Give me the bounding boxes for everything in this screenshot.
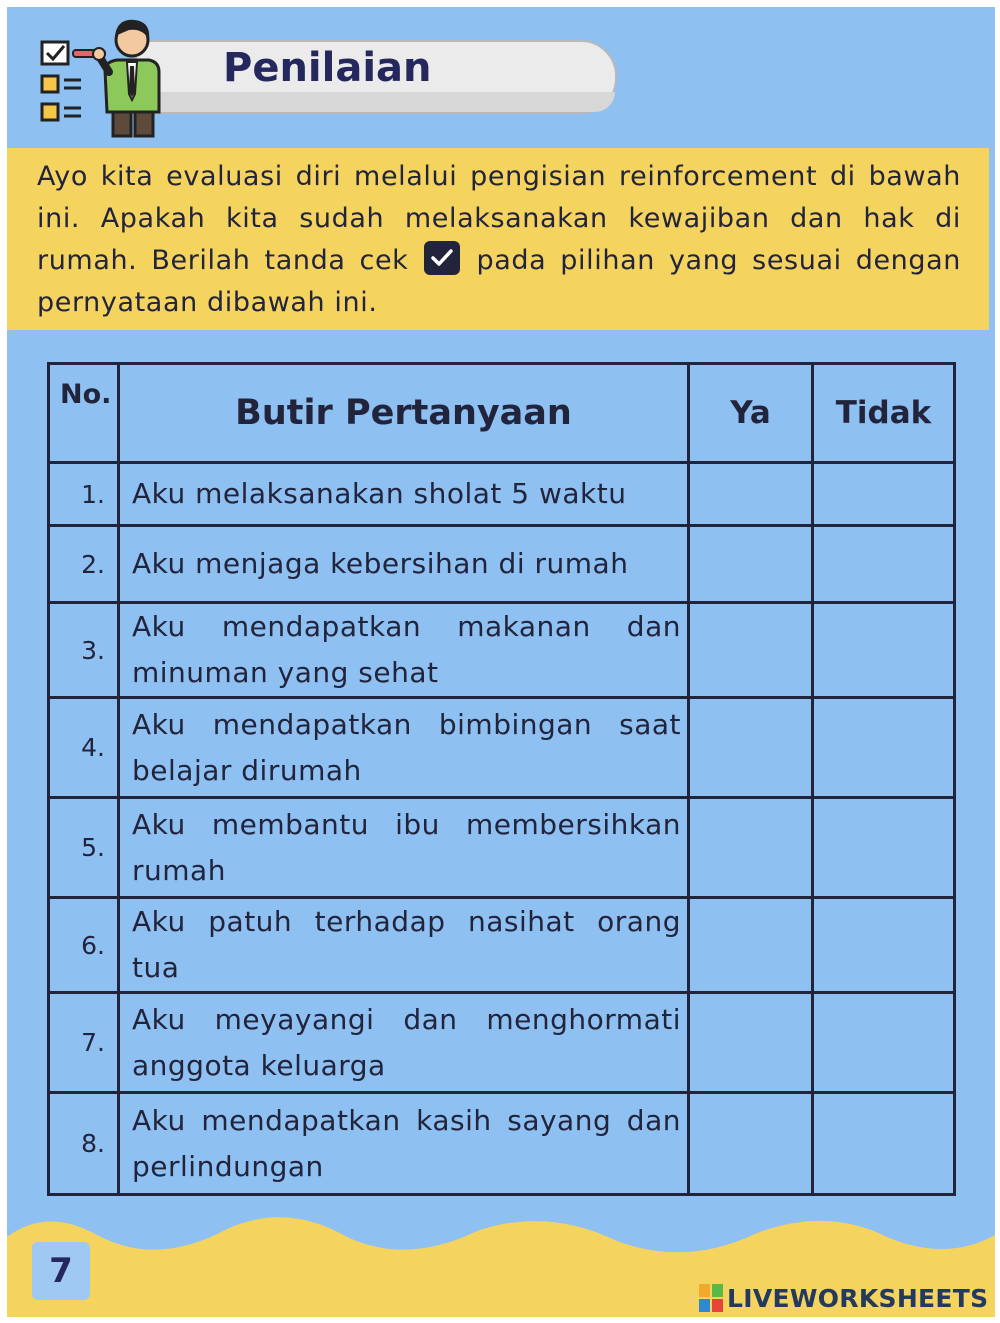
page-title: Penilaian xyxy=(223,45,432,91)
assessment-table-wrapper xyxy=(47,362,953,1196)
instruction-box xyxy=(7,148,989,330)
answer-yes-cell[interactable] xyxy=(689,1093,813,1195)
answer-yes-cell[interactable] xyxy=(689,526,813,603)
answer-no-cell[interactable] xyxy=(813,898,955,993)
row-number: 3. xyxy=(49,603,119,698)
answer-yes-cell[interactable] xyxy=(689,698,813,798)
row-number: 2. xyxy=(49,526,119,603)
answer-yes-cell[interactable] xyxy=(689,798,813,898)
table-row xyxy=(49,603,955,698)
row-question: Aku meyayangi dan menghormati anggota keluarga xyxy=(119,993,689,1093)
answer-yes-cell[interactable] xyxy=(689,603,813,698)
table-row xyxy=(49,993,955,1093)
header-no: No. xyxy=(49,364,119,463)
row-question: Aku mendapatkan bimbingan saat belajar dirumah xyxy=(119,698,689,798)
row-number: 4. xyxy=(49,698,119,798)
answer-no-cell[interactable] xyxy=(813,463,955,526)
checkbox-checked-icon xyxy=(424,241,460,275)
teacher-checklist-icon xyxy=(37,12,167,142)
table-row xyxy=(49,698,955,798)
table-row xyxy=(49,798,955,898)
instruction-text-part2: pada pilihan yang sesuai dengan pernyataan dibawah ini. xyxy=(37,245,961,318)
row-question: Aku patuh terhadap nasihat orang tua xyxy=(119,898,689,993)
answer-no-cell[interactable] xyxy=(813,698,955,798)
header-yes: Ya xyxy=(689,364,813,463)
instruction-text xyxy=(37,156,961,324)
brand-name: LIVEWORKSHEETS xyxy=(727,1283,989,1313)
answer-no-cell[interactable] xyxy=(813,798,955,898)
row-number: 8. xyxy=(49,1093,119,1195)
row-number: 7. xyxy=(49,993,119,1093)
page-number: 7 xyxy=(32,1242,90,1300)
instruction-text-part1: Ayo kita evaluasi diri melalui pengisian reinforcement di bawah ini. Apakah kita sudah melaksanakan kewajiban dan hak di rumah. Berilah tanda cek xyxy=(37,161,961,276)
answer-no-cell[interactable] xyxy=(813,603,955,698)
brand-watermark xyxy=(699,1281,988,1315)
answer-no-cell[interactable] xyxy=(813,1093,955,1195)
table-row xyxy=(49,463,955,526)
answer-yes-cell[interactable] xyxy=(689,463,813,526)
liveworksheets-logo-icon xyxy=(699,1284,723,1312)
row-number: 6. xyxy=(49,898,119,993)
table-row xyxy=(49,1093,955,1195)
worksheet-page xyxy=(7,7,995,1317)
row-question: Aku melaksanakan sholat 5 waktu xyxy=(119,463,689,526)
header-no-answer: Tidak xyxy=(813,364,955,463)
row-question: Aku mendapatkan kasih sayang dan perlindungan xyxy=(119,1093,689,1195)
answer-no-cell[interactable] xyxy=(813,993,955,1093)
row-number: 1. xyxy=(49,463,119,526)
answer-yes-cell[interactable] xyxy=(689,898,813,993)
header-question: Butir Pertanyaan xyxy=(119,364,689,463)
answer-no-cell[interactable] xyxy=(813,526,955,603)
table-row xyxy=(49,898,955,993)
table-header-row xyxy=(49,364,955,463)
answer-yes-cell[interactable] xyxy=(689,993,813,1093)
row-number: 5. xyxy=(49,798,119,898)
row-question: Aku membantu ibu membersihkan rumah xyxy=(119,798,689,898)
row-question: Aku menjaga kebersihan di rumah xyxy=(119,526,689,603)
table-row xyxy=(49,526,955,603)
assessment-table xyxy=(47,362,956,1196)
row-question: Aku mendapatkan makanan dan minuman yang sehat xyxy=(119,603,689,698)
